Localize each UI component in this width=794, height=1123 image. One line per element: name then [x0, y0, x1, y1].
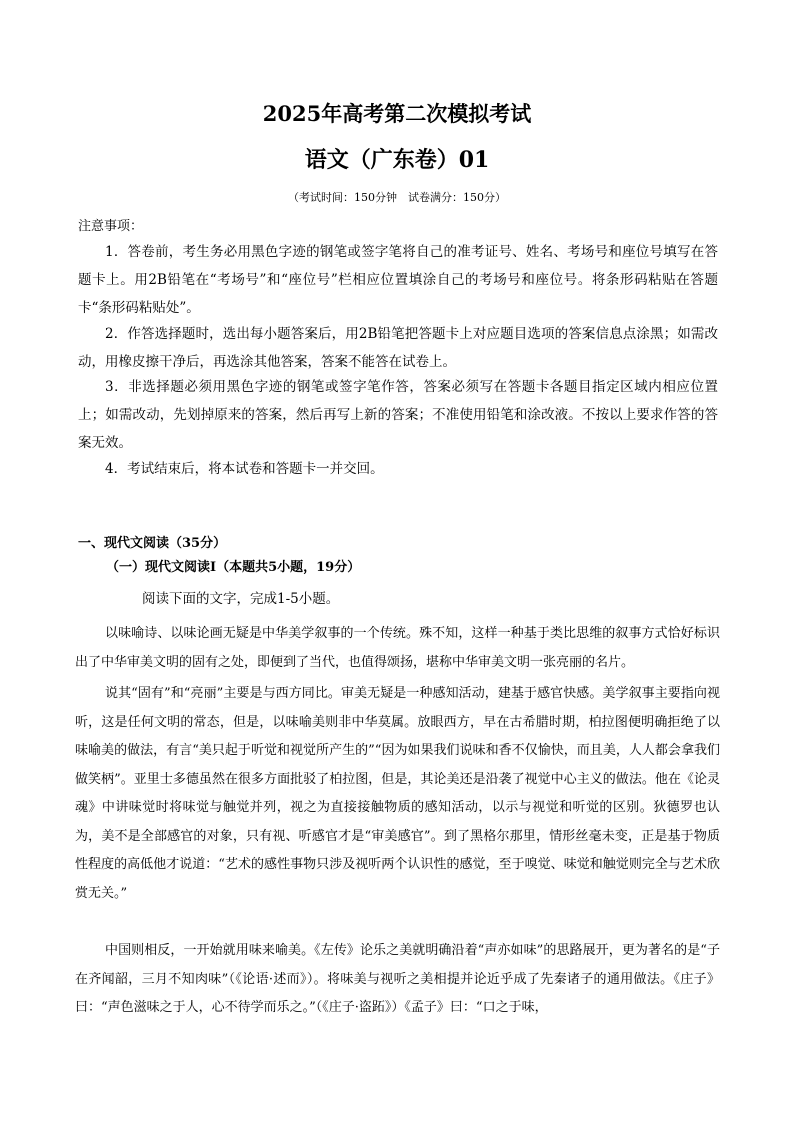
notice-label: 注意事项： [78, 219, 144, 234]
reading-instruction: 阅读下面的文字，完成1-5小题。 [142, 591, 340, 607]
exam-info: （考试时间：150分钟 试卷满分：150分） [288, 191, 506, 204]
notice-item: 1．答卷前，考生务必用黑色字迹的钢笔或签字笔将自己的准考证号、姓名、考场号和座位号填写在答题卡上。用2B铅笔在“考场号”和“座位号”栏相应位置填涂自己的考场号和座位号。将条形码粘贴在答题卡“条形码粘贴处”。 [78, 244, 718, 316]
exam-subtitle: 语文（广东卷）01 [304, 147, 490, 173]
notice-item: 3．非选择题必须用黑色字迹的钢笔或签字笔作答，答案必须写在答题卡各题目指定区域内相应位置上；如需改动，先划掉原来的答案，然后再写上新的答案；不准使用铅笔和涂改液。不按以上要求作答的答案无效。 [78, 379, 718, 451]
subsection-heading: （一）现代文阅读Ⅰ（本题共5小题，19分） [106, 560, 361, 575]
passage-paragraph: 说其“固有”和“亮丽”主要是与西方同比。审美无疑是一种感知活动，建基于感官快感。美学叙事主要指向视听，这是任何文明的常态，但是，以味喻美则非中华莫属。放眼西方，早在古希腊时期，柏拉图便明确拒绝了以味喻美的做法，有言“美只起于听觉和视觉所产生的”“因为如果我们说味和香不仅愉快，而且美，人人都会拿我们做笑柄”。亚里士多德虽然在很多方面批驳了柏拉图，但是，其论美还是沿袭了视觉中心主义的做法。他在《论灵魂》中讲味觉时将味觉与触觉并列，视之为直接接触物质的感知活动，以示与视觉和听觉的区别。狄德罗也认为，美不是全部感官的对象，只有视、听感官才是“审美感官”。到了黑格尔那里，情形丝毫未变，正是基于物质性程度的高低他才说道：“艺术的感性事物只涉及视听两个认识性的感觉，至于嗅觉、味觉和触觉则完全与艺术欣赏无关。” [75, 686, 720, 901]
exam-title: 2025年高考第二次模拟考试 [262, 101, 532, 126]
notice-item: 2．作答选择题时，选出每小题答案后，用2B铅笔把答题卡上对应题目选项的答案信息点涂黑；如需改动，用橡皮擦干净后，再选涂其他答案，答案不能答在试卷上。 [78, 326, 718, 370]
passage-paragraph: 中国则相反，一开始就用味来喻美。《左传》论乐之美就明确沿着“声亦如味”的思路展开，更为著名的是“子在齐闻韶，三月不知肉味”（《论语·述而》）。将味美与视听之美相提并论近乎成了先秦诸子的通用做法。《庄子》曰：“声色滋味之于人，心不待学而乐之。”（《庄子·盗跖》）《孟子》曰：“口之于味， [75, 943, 720, 1015]
section-heading: 一、现代文阅读（35分） [78, 536, 227, 551]
notice-item: 4．考试结束后，将本试卷和答题卡一并交回。 [105, 461, 384, 477]
passage-paragraph: 以味喻诗、以味论画无疑是中华美学叙事的一个传统。殊不知，这样一种基于类比思维的叙事方式恰好标识出了中华审美文明的固有之处，即便到了当代，也值得颂扬，堪称中华审美文明一张亮丽的名片。 [75, 626, 720, 670]
